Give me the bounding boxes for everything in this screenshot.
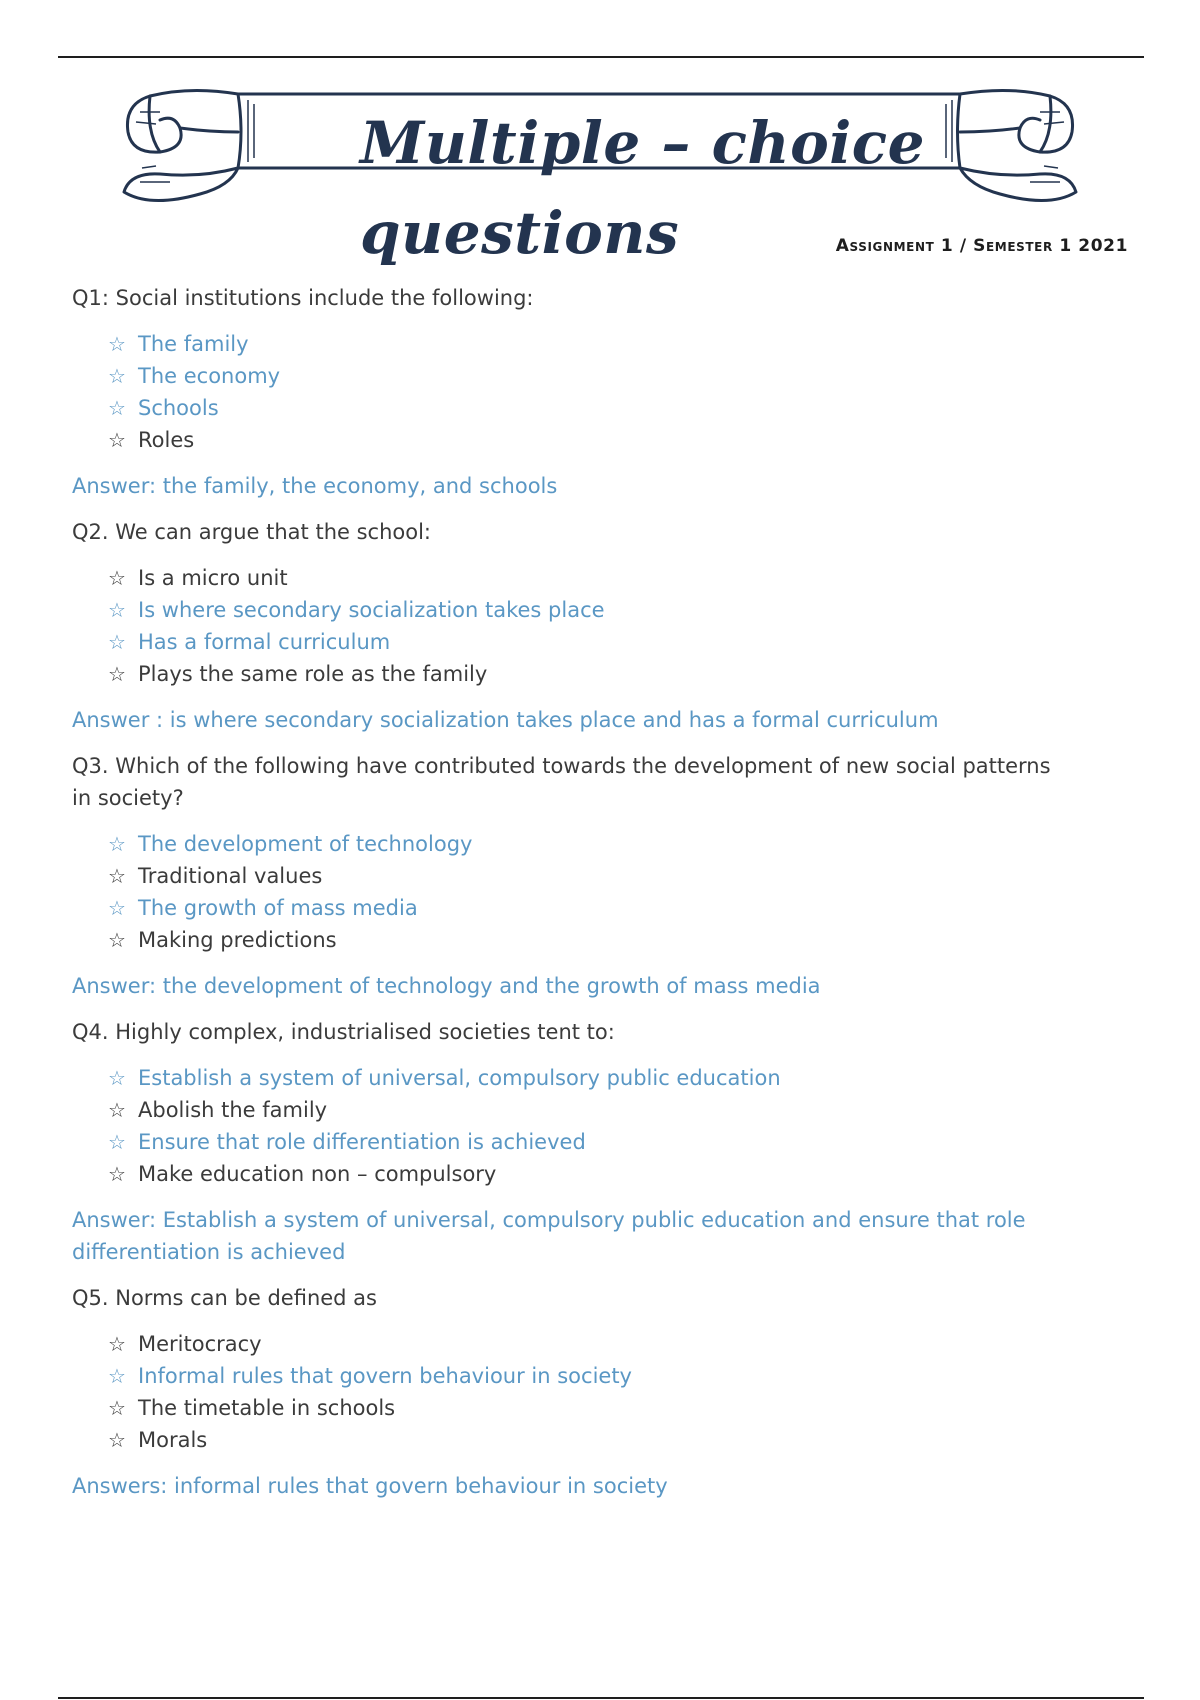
option-label: Schools: [138, 396, 219, 420]
question-prompt: Q5. Norms can be defined as: [72, 1286, 377, 1310]
option-item-correct: [108, 1360, 1072, 1392]
star-outline-icon: ☆: [108, 364, 126, 388]
star-outline-icon: ☆: [108, 566, 126, 590]
option-label: Traditional values: [138, 864, 323, 888]
banner-title: Multiple – choice questions: [360, 109, 926, 267]
option-item-correct: [108, 626, 1072, 658]
option-label: Is where secondary socialization takes place: [138, 598, 605, 622]
option-list: [72, 562, 1072, 690]
option-label: Meritocracy: [138, 1332, 262, 1356]
option-item: [108, 1392, 1072, 1424]
option-item-correct: [108, 892, 1072, 924]
question-prompt: Q2. We can argue that the school:: [72, 520, 431, 544]
option-label: Make education non – compulsory: [138, 1162, 497, 1186]
answer-text: Answer : is where secondary socialization takes place and has a formal curriculum: [72, 708, 939, 732]
option-item: [108, 424, 1072, 456]
star-outline-icon: ☆: [108, 428, 126, 452]
assignment-label: Assignment 1 / Semester 1 2021: [835, 236, 1128, 256]
question-block-q3: [72, 750, 1072, 1002]
star-outline-icon: ☆: [108, 1162, 126, 1186]
star-outline-icon: ☆: [108, 1428, 126, 1452]
option-label: Morals: [138, 1428, 208, 1452]
option-label: Informal rules that govern behaviour in society: [138, 1364, 632, 1388]
option-list: [72, 328, 1072, 456]
star-outline-icon: ☆: [108, 1396, 126, 1420]
star-outline-icon: ☆: [108, 1066, 126, 1090]
option-label: Abolish the family: [138, 1098, 328, 1122]
option-item-correct: [108, 360, 1072, 392]
star-outline-icon: ☆: [108, 630, 126, 654]
star-outline-icon: ☆: [108, 864, 126, 888]
answer-text: Answer: the development of technology and the growth of mass media: [72, 974, 821, 998]
option-item-correct: [108, 1062, 1072, 1094]
option-label: Roles: [138, 428, 195, 452]
option-item-correct: [108, 392, 1072, 424]
option-item-correct: [108, 828, 1072, 860]
question-block-q5: [72, 1282, 1072, 1502]
answer-text: Answers: informal rules that govern behaviour in society: [72, 1474, 668, 1498]
option-label: Ensure that role differentiation is achieved: [138, 1130, 586, 1154]
star-outline-icon: ☆: [108, 1098, 126, 1122]
question-block-q1: [72, 282, 1072, 502]
option-item: [108, 1328, 1072, 1360]
star-outline-icon: ☆: [108, 396, 126, 420]
question-prompt: Q4. Highly complex, industrialised societies tent to:: [72, 1020, 615, 1044]
top-rule: [58, 56, 1144, 58]
option-item: [108, 658, 1072, 690]
question-prompt: Q3. Which of the following have contributed towards the development of new social patterns in society?: [72, 754, 1051, 810]
option-item: [108, 562, 1072, 594]
answer-text: Answer: Establish a system of universal, compulsory public education and ensure that role differentiation is achieved: [72, 1208, 1026, 1264]
star-outline-icon: ☆: [108, 332, 126, 356]
option-item: [108, 860, 1072, 892]
star-outline-icon: ☆: [108, 1364, 126, 1388]
option-label: The development of technology: [138, 832, 473, 856]
question-prompt: Q1: Social institutions include the following:: [72, 286, 534, 310]
option-item: [108, 1424, 1072, 1456]
star-outline-icon: ☆: [108, 1332, 126, 1356]
option-label: Making predictions: [138, 928, 337, 952]
star-outline-icon: ☆: [108, 832, 126, 856]
option-label: Has a formal curriculum: [138, 630, 391, 654]
option-list: [72, 1062, 1072, 1190]
questions-list: [72, 282, 1072, 1516]
star-outline-icon: ☆: [108, 1130, 126, 1154]
star-outline-icon: ☆: [108, 598, 126, 622]
option-label: Plays the same role as the family: [138, 662, 488, 686]
option-item: [108, 1158, 1072, 1190]
option-item-correct: [108, 1126, 1072, 1158]
option-item-correct: [108, 328, 1072, 360]
option-label: The economy: [138, 364, 281, 388]
question-block-q2: [72, 516, 1072, 736]
option-label: The timetable in schools: [138, 1396, 396, 1420]
answer-text: Answer: the family, the economy, and schools: [72, 474, 558, 498]
option-label: Is a micro unit: [138, 566, 288, 590]
option-label: The family: [138, 332, 249, 356]
bottom-rule: [58, 1697, 1144, 1699]
option-item-correct: [108, 594, 1072, 626]
option-list: [72, 1328, 1072, 1456]
option-label: The growth of mass media: [138, 896, 418, 920]
option-list: [72, 828, 1072, 956]
star-outline-icon: ☆: [108, 662, 126, 686]
star-outline-icon: ☆: [108, 896, 126, 920]
option-item: [108, 1094, 1072, 1126]
question-block-q4: [72, 1016, 1072, 1268]
option-item: [108, 924, 1072, 956]
option-label: Establish a system of universal, compulsory public education: [138, 1066, 781, 1090]
star-outline-icon: ☆: [108, 928, 126, 952]
